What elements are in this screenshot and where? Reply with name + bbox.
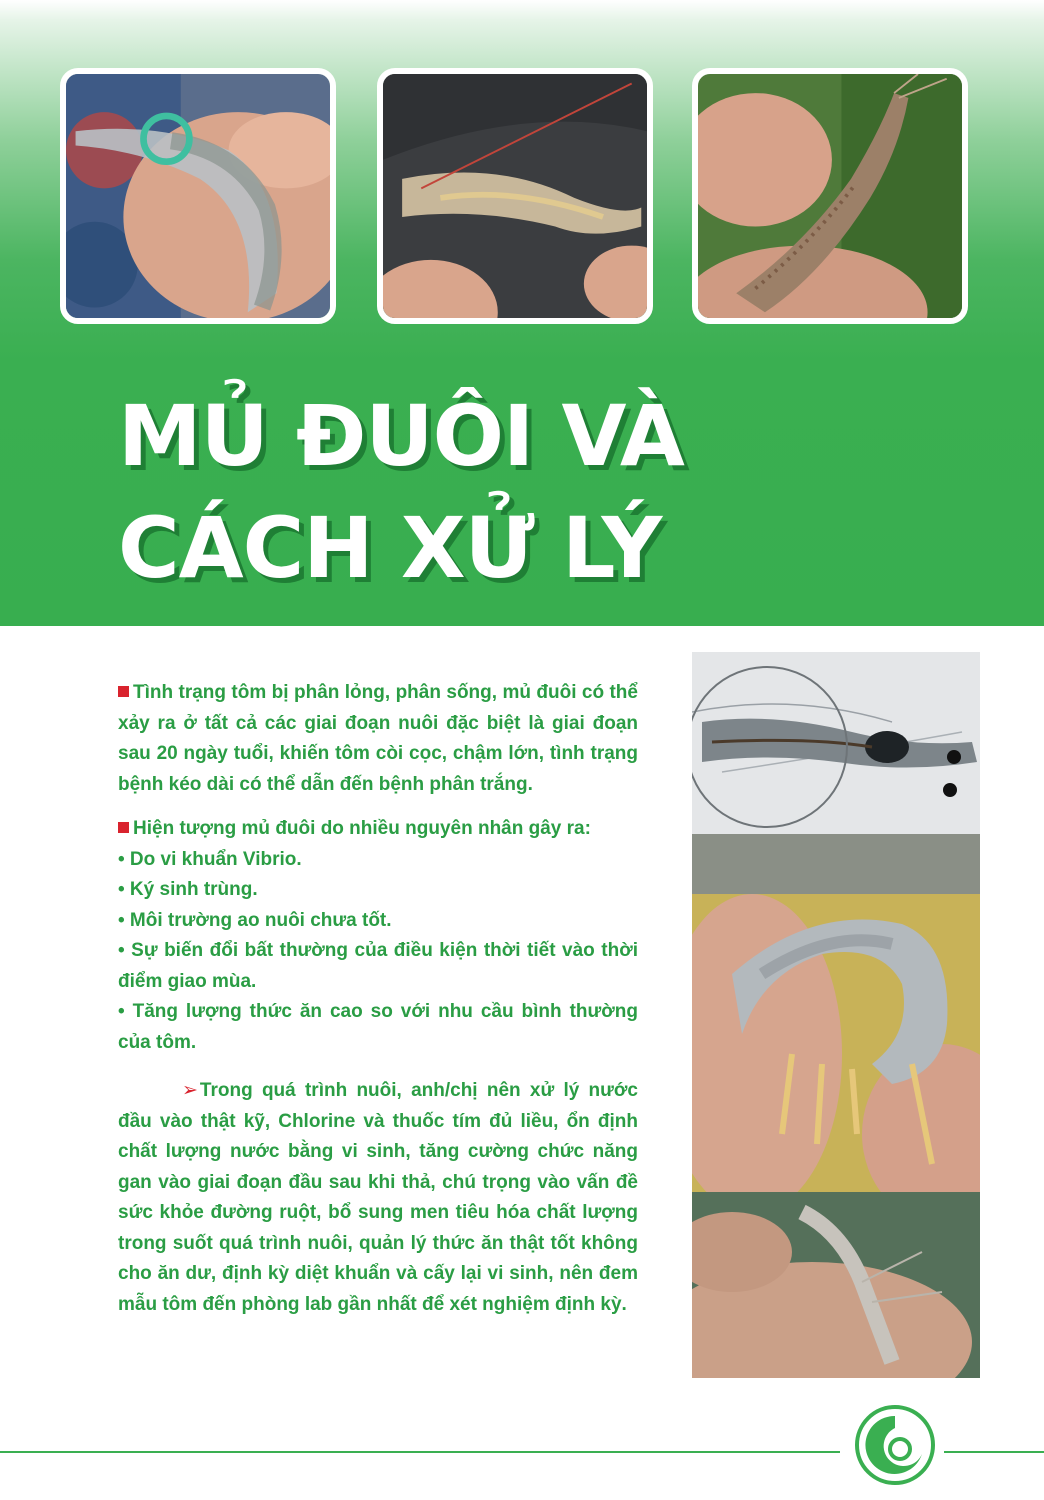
recommendation-paragraph xyxy=(118,1076,638,1320)
side-photo-2 xyxy=(692,834,980,1192)
footer-divider-right xyxy=(944,1451,1044,1453)
article-body xyxy=(118,678,638,1320)
side-photo-column xyxy=(692,652,980,1378)
side-photo-3 xyxy=(692,1192,980,1378)
causes-heading xyxy=(118,814,638,845)
title-line-2: CÁCH XỬ LÝ xyxy=(118,499,662,597)
red-square-bullet-icon xyxy=(118,686,129,697)
paragraph-intro xyxy=(118,678,638,800)
side-photo-1 xyxy=(692,652,980,834)
shrimp-photo-3 xyxy=(692,68,968,324)
cause-item: • Môi trường ao nuôi chưa tốt. xyxy=(118,909,392,931)
page-title xyxy=(118,380,684,604)
cause-item: • Ký sinh trùng. xyxy=(118,879,258,900)
shrimp-photo-1 xyxy=(60,68,336,324)
causes-intro-text: Hiện tượng mủ đuôi do nhiều nguyên nhân gây ra: xyxy=(133,818,591,839)
shrimp-photo-2 xyxy=(377,68,653,324)
title-line-1: MỦ ĐUÔI VÀ xyxy=(118,387,684,485)
hero-banner xyxy=(0,0,1044,626)
cause-item: • Tăng lượng thức ăn cao so với nhu cầu bình thường của tôm. xyxy=(118,1001,638,1053)
cause-item: • Sự biến đổi bất thường của điều kiện thời tiết vào thời điểm giao mùa. xyxy=(118,940,638,992)
red-square-bullet-icon xyxy=(118,822,129,833)
causes-list xyxy=(118,845,638,1059)
causes-section xyxy=(118,814,638,1058)
paragraph-1-text: Tình trạng tôm bị phân lỏng, phân sống, mủ đuôi có thể xảy ra ở tất cả các giai đoạn nuôi đặc biệt là giai đoạn sau 20 ngày tuổi, khiến tôm còi cọc, chậm lớn, tình trạng bệnh kéo dài có thể dẫn đến bệnh phân trắng. xyxy=(118,682,638,795)
cause-item: • Do vi khuẩn Vibrio. xyxy=(118,848,302,870)
recommendation-text: Trong quá trình nuôi, anh/chị nên xử lý nước đầu vào thật kỹ, Chlorine và thuốc tím đủ liều, ổn định chất lượng nước bằng vi sinh, tăng cường chức năng gan vào giai đoạn đầu sau khi thả, chú trọng vào vấn đề sức khỏe đường ruột, bổ sung men tiêu hóa chất lượng trong suốt quá trình nuôi, quản lý thức ăn thật tốt không cho ăn dư, định kỳ diệt khuẩn và cấy lại vi sinh, nên đem mẫu tôm đến phòng lab gần nhất để xét nghiệm định kỳ. xyxy=(118,1080,638,1315)
company-logo-icon xyxy=(852,1402,938,1488)
footer-divider-left xyxy=(0,1451,840,1453)
arrow-bullet-icon: ➢ xyxy=(182,1080,198,1101)
